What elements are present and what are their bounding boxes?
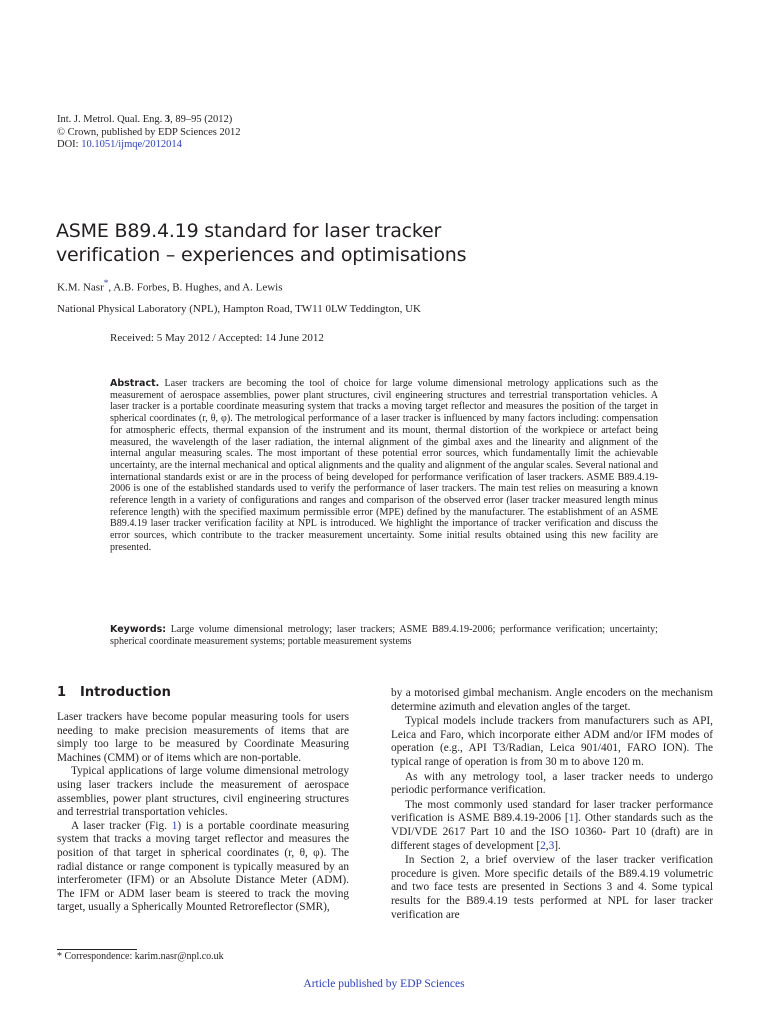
received-accepted-dates: Received: 5 May 2012 / Accepted: 14 June 2012 xyxy=(110,332,324,344)
keywords xyxy=(110,624,658,648)
figure-ref-link[interactable]: 1 xyxy=(171,819,178,832)
paragraph: As with any metrology tool, a laser tracker needs to undergo periodic performance verification. xyxy=(391,770,713,797)
paragraph: Typical applications of large volume dimensional metrology using laser trackers include the measurement of aerospace assemblies, power plant structures, civil engineering structures and terrestrial transportation vehicles. xyxy=(57,765,349,819)
abstract xyxy=(110,378,658,554)
footnote-rule xyxy=(57,949,137,950)
doi-link[interactable]: 10.1051/ijmqe/2012014 xyxy=(81,139,182,150)
affiliation: National Physical Laboratory (NPL), Hampton Road, TW11 0LW Teddington, UK xyxy=(57,303,421,315)
keywords-text: Large volume dimensional metrology; laser trackers; ASME B89.4.19-2006; performance verification; uncertainty; spherical coordinate measurement systems; portable measurement systems xyxy=(110,624,658,647)
paragraph: by a motorised gimbal mechanism. Angle encoders on the mechanism determine azimuth and elevation angles of the target. xyxy=(391,687,713,713)
paragraph: In Section 2, a brief overview of the laser tracker verification procedure is given. More specific details of the B89.4.19 volumetric and two face tests are presented in Sections 3 and 4. Some typical results for the B89.4.19 tests performed at NPL for laser tracker verification are xyxy=(391,854,713,921)
paragraph: The most commonly used standard for laser tracker performance verification is ASME B89.4.19-2006 [1]. Other standards such as the VDI/VDE 2617 Part 10 and the ISO 10360- Part 10 (draft) are in different stages of development [2,3]. xyxy=(391,798,713,852)
left-column xyxy=(57,711,349,915)
author-list: K.M. Nasr*, A.B. Forbes, B. Hughes, and A. Lewis xyxy=(57,278,283,294)
section-title: Introduction xyxy=(80,685,171,700)
right-column xyxy=(391,687,713,922)
paper-title: ASME B89.4.19 standard for laser tracker verification – experiences and optimisations xyxy=(56,220,467,266)
citation-link[interactable]: 3 xyxy=(548,839,555,852)
journal-header xyxy=(57,114,240,152)
section-number: 1 xyxy=(57,685,67,700)
keywords-label: Keywords: xyxy=(110,624,167,635)
correspondence-footnote: * Correspondence: karim.nasr@npl.co.uk xyxy=(57,951,224,962)
doi-line: DOI: 10.1051/ijmqe/2012014 xyxy=(57,139,182,150)
abstract-text: Laser trackers are becoming the tool of choice for large volume dimensional metrology applications such as the measurement of aerospace assemblies, power plant structures, civil engineering structures and terrestrial transportation vehicles. A laser tracker is a portable coordinate measuring system that tracks a moving target reflector and measures the position of the target in spherical coordinates (r, θ, φ). The metrological performance of a laser tracker is influenced by many factors including: compensation for atmospheric effects, thermal expansion of the instrument and its mount, thermal distortion of the workpiece or artefact being measured, the wavelength of the laser radiation, the internal alignment of the gimbal axes and the linearity and alignment of the internal angular measuring scales. The most important of these potential error sources, which fundamentally limit the achievable uncertainty, are the internal mechanical and optical alignments and the quality and alignment of the angular scales. Several national and international standards exist or are in the process of being developed for performance verification of laser trackers. ASME B89.4.19-2006 is one of the established standards used to verify the performance of laser trackers. The main test relies on measuring a known reference length in a variety of configurations and ranges and comparison of the observed error (laser tracker measured length minus reference length) with the specified maximum permissible error (MPE) defined by the manufacturer. The establishment of an ASME B89.4.19 laser tracker verification facility at NPL is introduced. We highlight the importance of tracker verification and discuss the error sources, which contribute to the tracker measurement uncertainty. Some initial results obtained using this new facility are presented. xyxy=(110,378,658,553)
citation-link[interactable]: 1 xyxy=(568,812,575,825)
copyright-line: © Crown, published by EDP Sciences 2012 xyxy=(57,126,241,138)
journal-citation: Int. J. Metrol. Qual. Eng. 3, 89–95 (2012) xyxy=(57,114,233,125)
correspondence-marker[interactable]: * xyxy=(103,278,109,288)
paragraph: Typical models include trackers from manufacturers such as API, Leica and Faro, which incorporate either ADM and/or IFM modes of operation (e.g., API T3/Radian, Leica 901/401, FARO ION). The typical range of operation is from 30 m to above 120 m. xyxy=(391,715,713,768)
paragraph: A laser tracker (Fig. 1) is a portable coordinate measuring system that tracks a moving target reflector and measures the position of that target in spherical coordinates (r, θ, φ). The radial distance or range component is typically measured by an interferometer (IFM) or an Absolute Distance Meter (ADM). The IFM or ADM laser beam is steered to track the moving target, usually a Spherically Mounted Retroreflector (SMR), xyxy=(57,819,349,914)
citation-link[interactable]: 2 xyxy=(540,839,546,852)
journal-volume: 3 xyxy=(164,114,171,125)
section-heading xyxy=(57,685,171,700)
paragraph: Laser trackers have become popular measuring tools for users needing to make precision measurements of items that are simply too large to be measured by Coordinate Measuring Machines (CMM) or of items which are non-portable. xyxy=(57,711,349,764)
publisher-footer-link[interactable]: Article published by EDP Sciences xyxy=(303,978,465,990)
abstract-label: Abstract. xyxy=(110,378,160,389)
